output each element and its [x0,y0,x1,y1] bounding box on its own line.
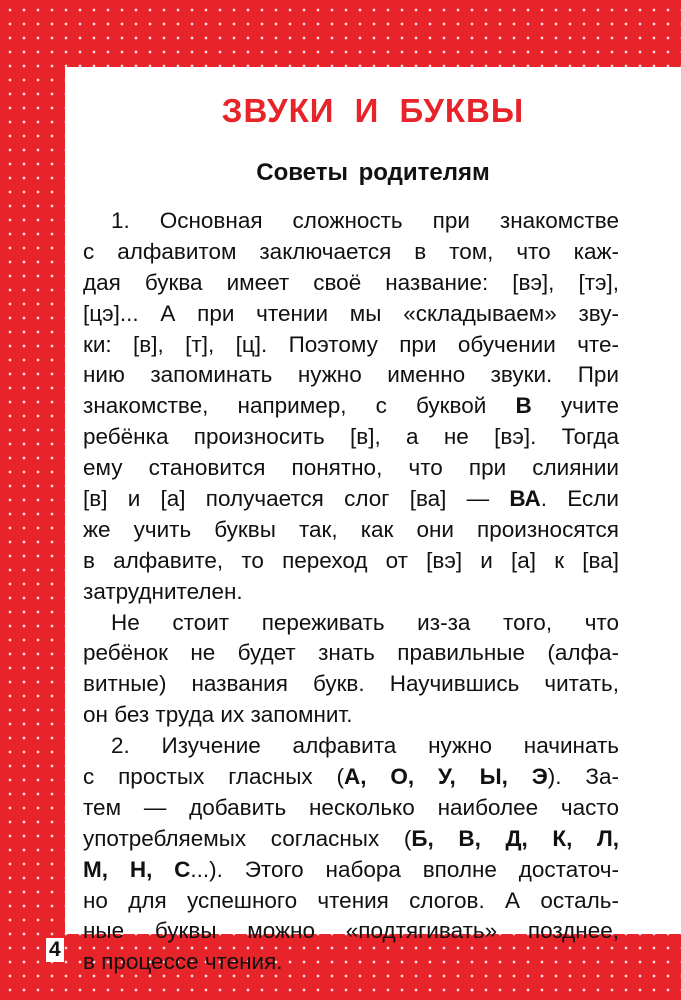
text-line: с алфавитом заключается в том, что каж- [83,238,619,264]
text-line: ребёнок не будет знать правильные (алфа- [83,640,619,666]
text-line: М, Н, С...). Этого набора вполне достаточ- [83,856,620,882]
text-line: ки: [в], [т], [ц]. Поэтому при обучении чте- [83,331,619,357]
text-line: с простых гласных (А, О, У, Ы, Э). За- [83,764,619,790]
page-title: ЗВУКИ И БУКВЫ [221,92,525,129]
text-line: [цэ]... А при чтении мы «складываем» зву- [83,300,619,326]
bold-vowels: А, О, У, Ы, Э [344,764,548,790]
text-line: употребляемых согласных (Б, В, Д, К, Л, [83,825,619,851]
text-line: в алфавите, то переход от [вэ] и [а] к [ва] [83,547,619,573]
text-line: тем — добавить несколько наиболее часто [83,794,619,820]
bold-letter: В [515,393,532,419]
text-line: ные буквы можно «подтягивать» позднее, [83,918,619,944]
text-line: дая буква имеет своё название: [вэ], [тэ], [83,269,619,295]
text-line: в процессе чтения. [83,949,283,975]
advice-text [83,206,619,978]
text-line: 1. Основная сложность при знакомстве [111,208,619,233]
text-line: он без труда их запомнит. [83,702,353,728]
section-subtitle: Советы родителям [256,159,490,186]
text-line: же учить буквы так, как они произносятся [83,516,619,542]
text-line: затруднителен. [83,578,243,604]
bold-consonants: М, Н, С [83,856,191,882]
page-content [65,67,681,975]
text-line: витные) названия букв. Научившись читать, [83,671,619,697]
text-line: ему становится понятно, что при слиянии [83,455,619,481]
text-line: но для успешного чтения слогов. А осталь- [83,887,619,913]
text-line: ребёнка произносить [в], а не [вэ]. Тогда [83,424,619,450]
bold-syllable: ВА [509,486,541,512]
page-number: 4 [46,938,64,962]
text-line: нию запоминать нужно именно звуки. При [83,362,619,388]
text-line: знакомстве, например, с буквой В учите [83,393,619,419]
bold-consonants: Б, В, Д, К, Л, [411,825,619,851]
text-line: [в] и [а] получается слог [ва] — ВА. Если [83,486,619,512]
text-line: Не стоит переживать из-за того, что [111,609,619,635]
text-line: 2. Изучение алфавита нужно начинать [111,733,619,759]
